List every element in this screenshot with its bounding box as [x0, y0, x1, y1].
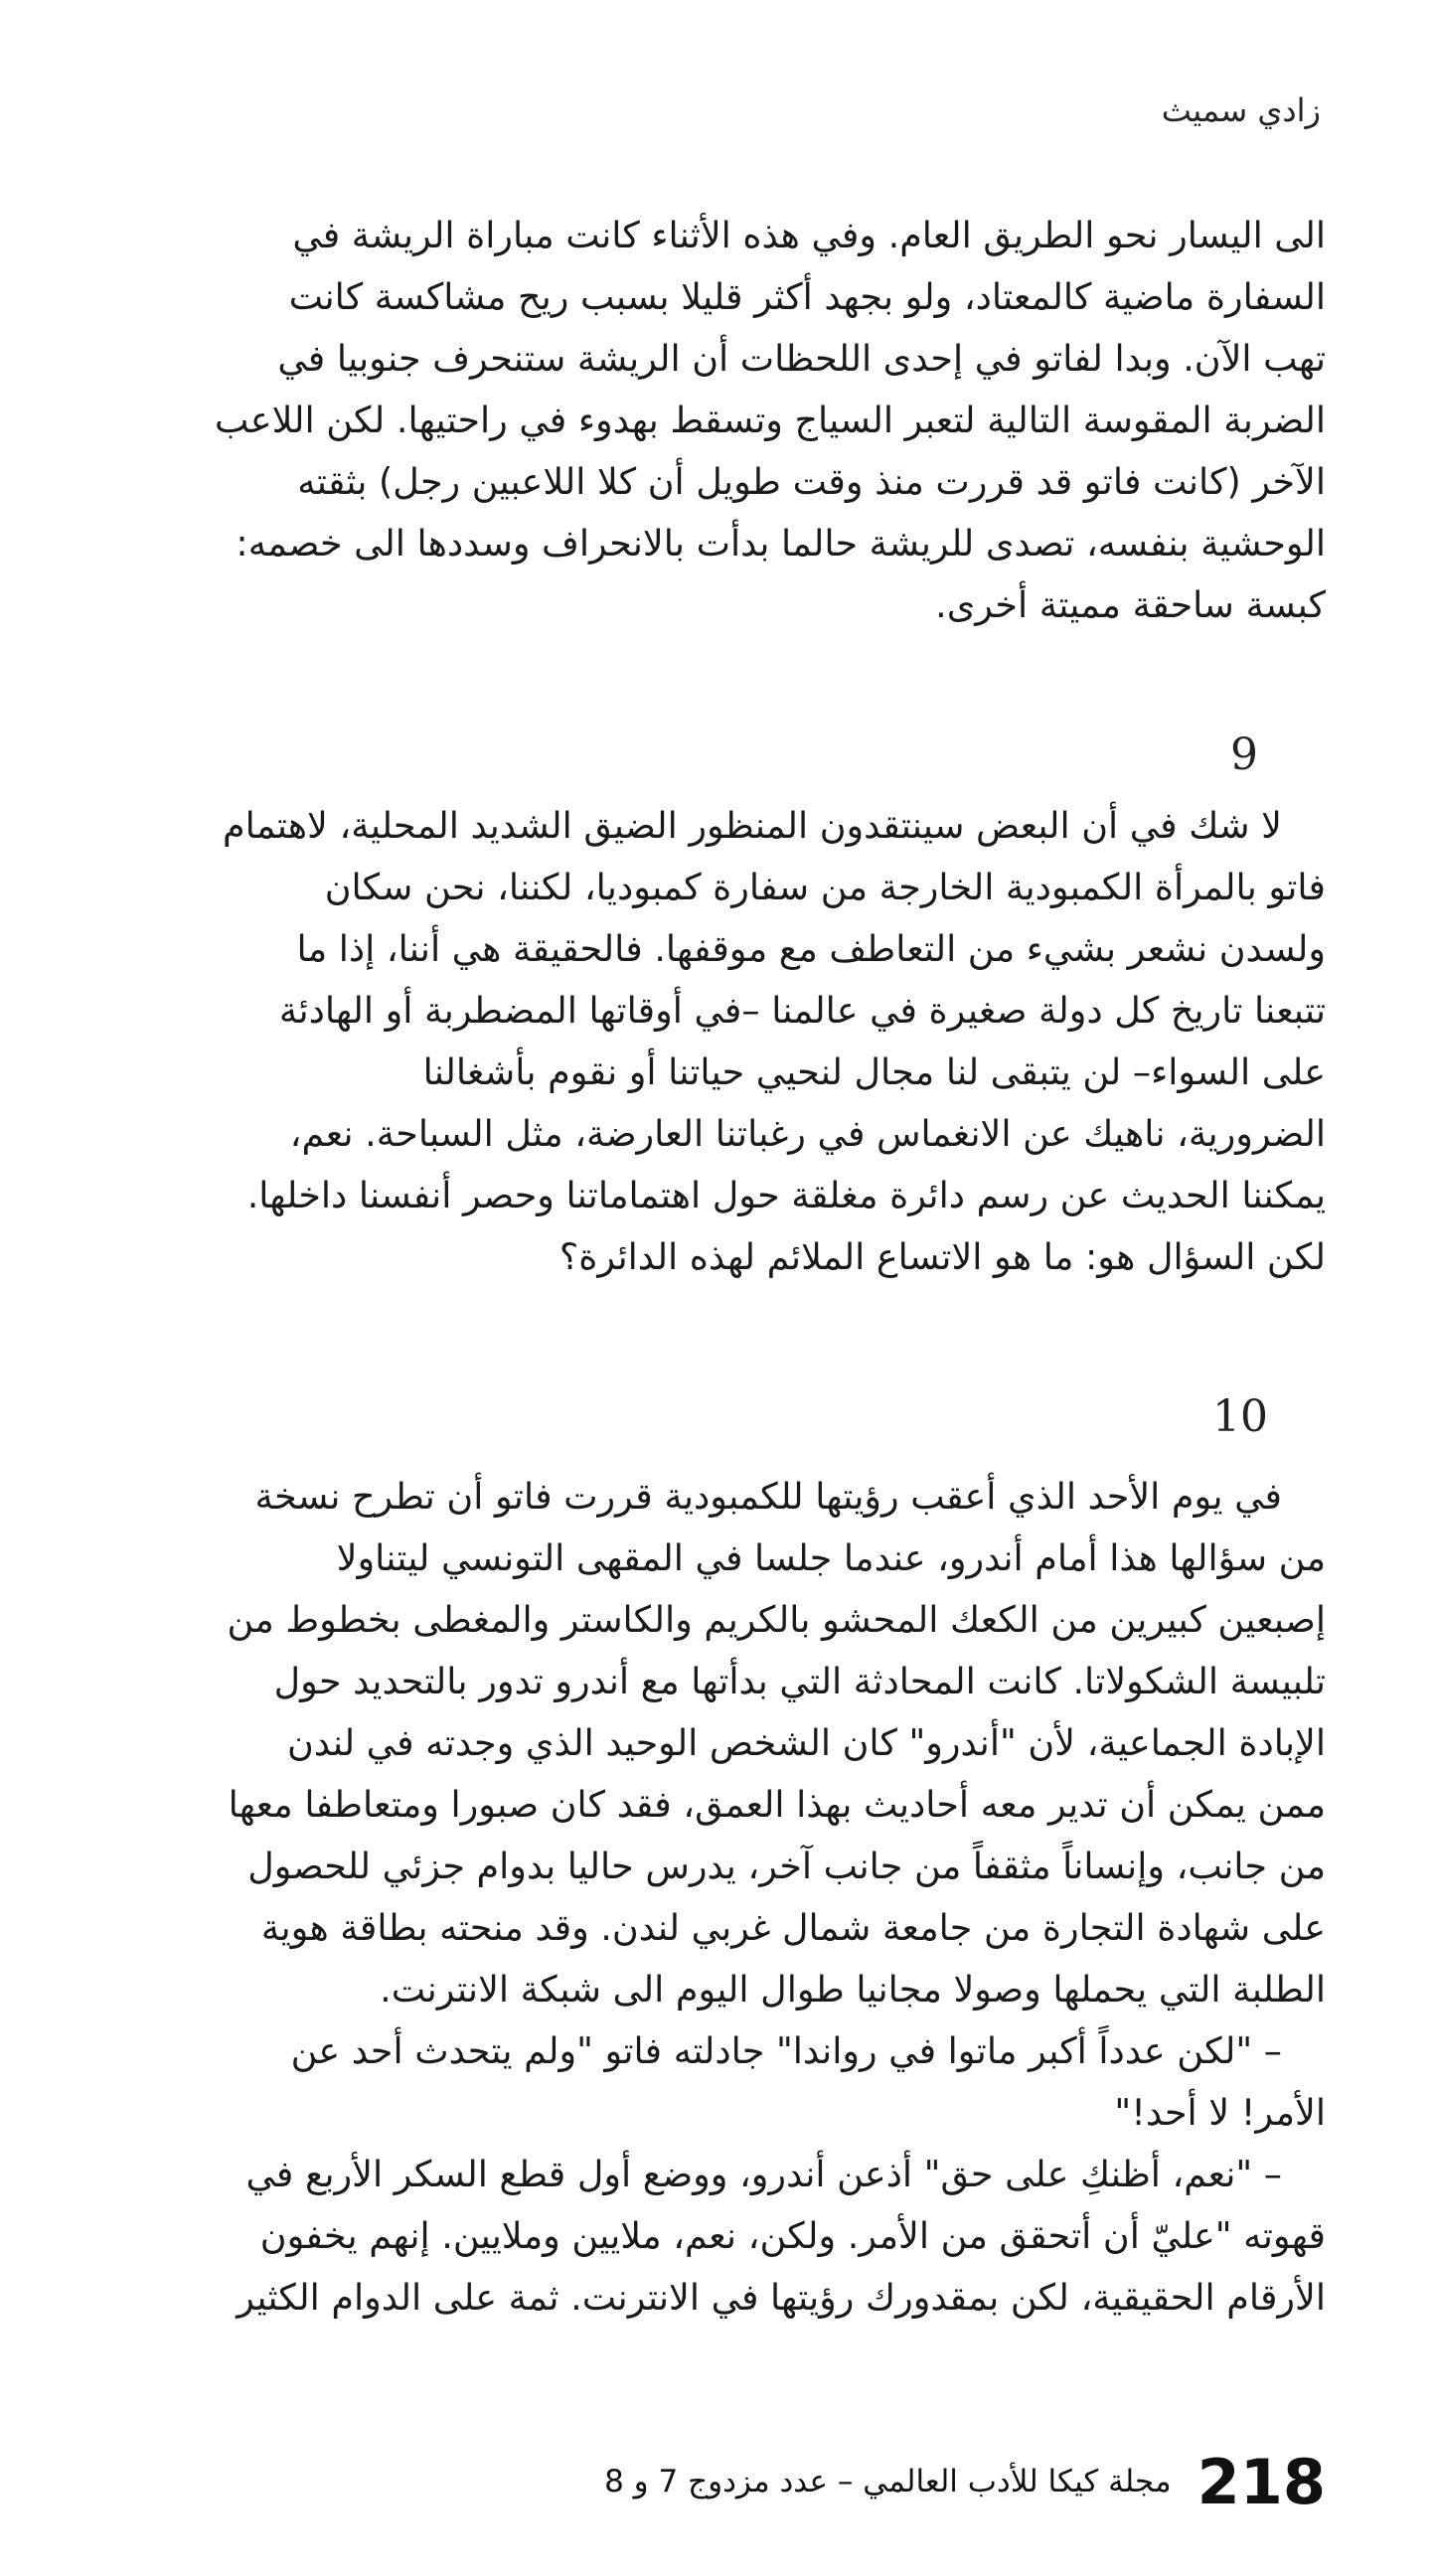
journal-title: مجلة كيكا للأدب العالمي – عدد مزدوج 7 و 8 [604, 2464, 1172, 2499]
running-head-author: زادي سميث [1161, 91, 1321, 129]
section-number-10: 10 [1212, 1391, 1268, 1442]
paragraph-line: على شهادة التجارة من جامعة شمال غربي لندن. وقد منحته بطاقة هوية [260, 1906, 1326, 1949]
paragraph-line: ولسدن نشعر بشيء من التعاطف مع موقفها. فالحقيقة هي أننا، إذا ما [296, 927, 1326, 970]
paragraph-line: الوحشية بنفسه، تصدى للريشة حالما بدأت بالانحراف وسددها الى خصمه: [236, 522, 1326, 564]
paragraph-line: لكن السؤال هو: ما هو الاتساع الملائم لهذه الدائرة؟ [558, 1235, 1326, 1278]
page-footer [604, 2447, 1326, 2516]
paragraph-line: إصبعين كبيرين من الكعك المحشو بالكريم والكاستر والمغطى بخطوط من [227, 1598, 1326, 1641]
paragraph-line: الضرورية، ناهيك عن الانغماس في رغباتنا العارضة، مثل السباحة. نعم، [289, 1112, 1326, 1155]
paragraph-line: من جانب، وإنساناً مثقفاً من جانب آخر، يدرس حاليا بدوام جزئي للحصول [247, 1845, 1326, 1887]
paragraph-line: على السواء– لن يتبقى لنا مجال لنحيي حياتنا أو نقوم بأشغالنا [422, 1050, 1326, 1093]
paragraph-line: كبسة ساحقة مميتة أخرى. [935, 583, 1326, 626]
section-number-9: 9 [1230, 729, 1258, 780]
paragraph-line: من سؤالها هذا أمام أندرو، عندما جلسا في المقهى التونسي ليتناولا [336, 1536, 1326, 1579]
paragraph-line: تلبيسة الشكولاتا. كانت المحادثة التي بدأتها مع أندرو تدور بالتحديد حول [273, 1660, 1326, 1702]
page-number: 218 [1196, 2445, 1326, 2518]
dialogue-line: الأرقام الحقيقية، لكن بمقدورك رؤيتها في الانترنت. ثمة على الدوام الكثير [237, 2276, 1326, 2319]
paragraph-line: تهب الآن. وبدا لفاتو في إحدى اللحظات أن الريشة ستنحرف جنوبيا في [277, 337, 1326, 380]
paragraph-line: الى اليسار نحو الطريق العام. وفي هذه الأثناء كانت مباراة الريشة في [292, 214, 1326, 256]
dialogue-line: الأمر! لا أحد!" [1114, 2091, 1326, 2134]
paragraph-line: الآخر (كانت فاتو قد قررت منذ وقت طويل أن كلا اللاعبين رجل) بثقته [297, 460, 1326, 503]
paragraph-line: ممن يمكن أن تدير معه أحاديث بهذا العمق، فقد كان صبورا ومتعاطفا معها [228, 1783, 1326, 1826]
section-9 [117, 795, 1326, 1288]
dialogue-line: – "نعم، أظنكِ على حق" أذعن أندرو، ووضع أول قطع السكر الأربع في [245, 2153, 1282, 2195]
paragraph-line: السفارة ماضية كالمعتاد، ولو بجهد أكثر قليلا بسبب ريح مشاكسة كانت [288, 275, 1326, 318]
dialogue-line: قهوته "عليّ أن أتحقق من الأمر. ولكن، نعم، ملايين وملايين. إنهم يخفون [259, 2214, 1326, 2257]
section-continuation [117, 205, 1326, 636]
paragraph-line: يمكننا الحديث عن رسم دائرة مغلقة حول اهتماماتنا وحصر أنفسنا داخلها. [246, 1174, 1326, 1216]
paragraph-line: في يوم الأحد الذي أعقب رؤيتها للكمبودية قررت فاتو أن تطرح نسخة [254, 1475, 1282, 1518]
paragraph-line: لا شك في أن البعض سينتقدون المنظور الضيق الشديد المحلية، لاهتمام [222, 804, 1282, 847]
paragraph-line: الضربة المقوسة التالية لتعبر السياج وتسقط بهدوء في راحتيها. لكن اللاعب [214, 399, 1326, 441]
paragraph-line: الطلبة التي يحملها وصولا مجانيا طوال اليوم الى شبكة الانترنت. [380, 1968, 1326, 2011]
dialogue-line: – "لكن عدداً أكبر ماتوا في رواندا" جادلته فاتو "ولم يتحدث أحد عن [290, 2029, 1282, 2072]
paragraph-line: تتبعنا تاريخ كل دولة صغيرة في عالمنا –في أوقاتها المضطربة أو الهادئة [278, 989, 1326, 1032]
paragraph-line: فاتو بالمرأة الكمبودية الخارجة من سفارة كمبوديا، لكننا، نحن سكان [324, 866, 1326, 908]
paragraph-line: الإبادة الجماعية، لأن "أندرو" كان الشخص الوحيد الذي وجدته في لندن [286, 1721, 1326, 1764]
section-10 [117, 1466, 1326, 2329]
